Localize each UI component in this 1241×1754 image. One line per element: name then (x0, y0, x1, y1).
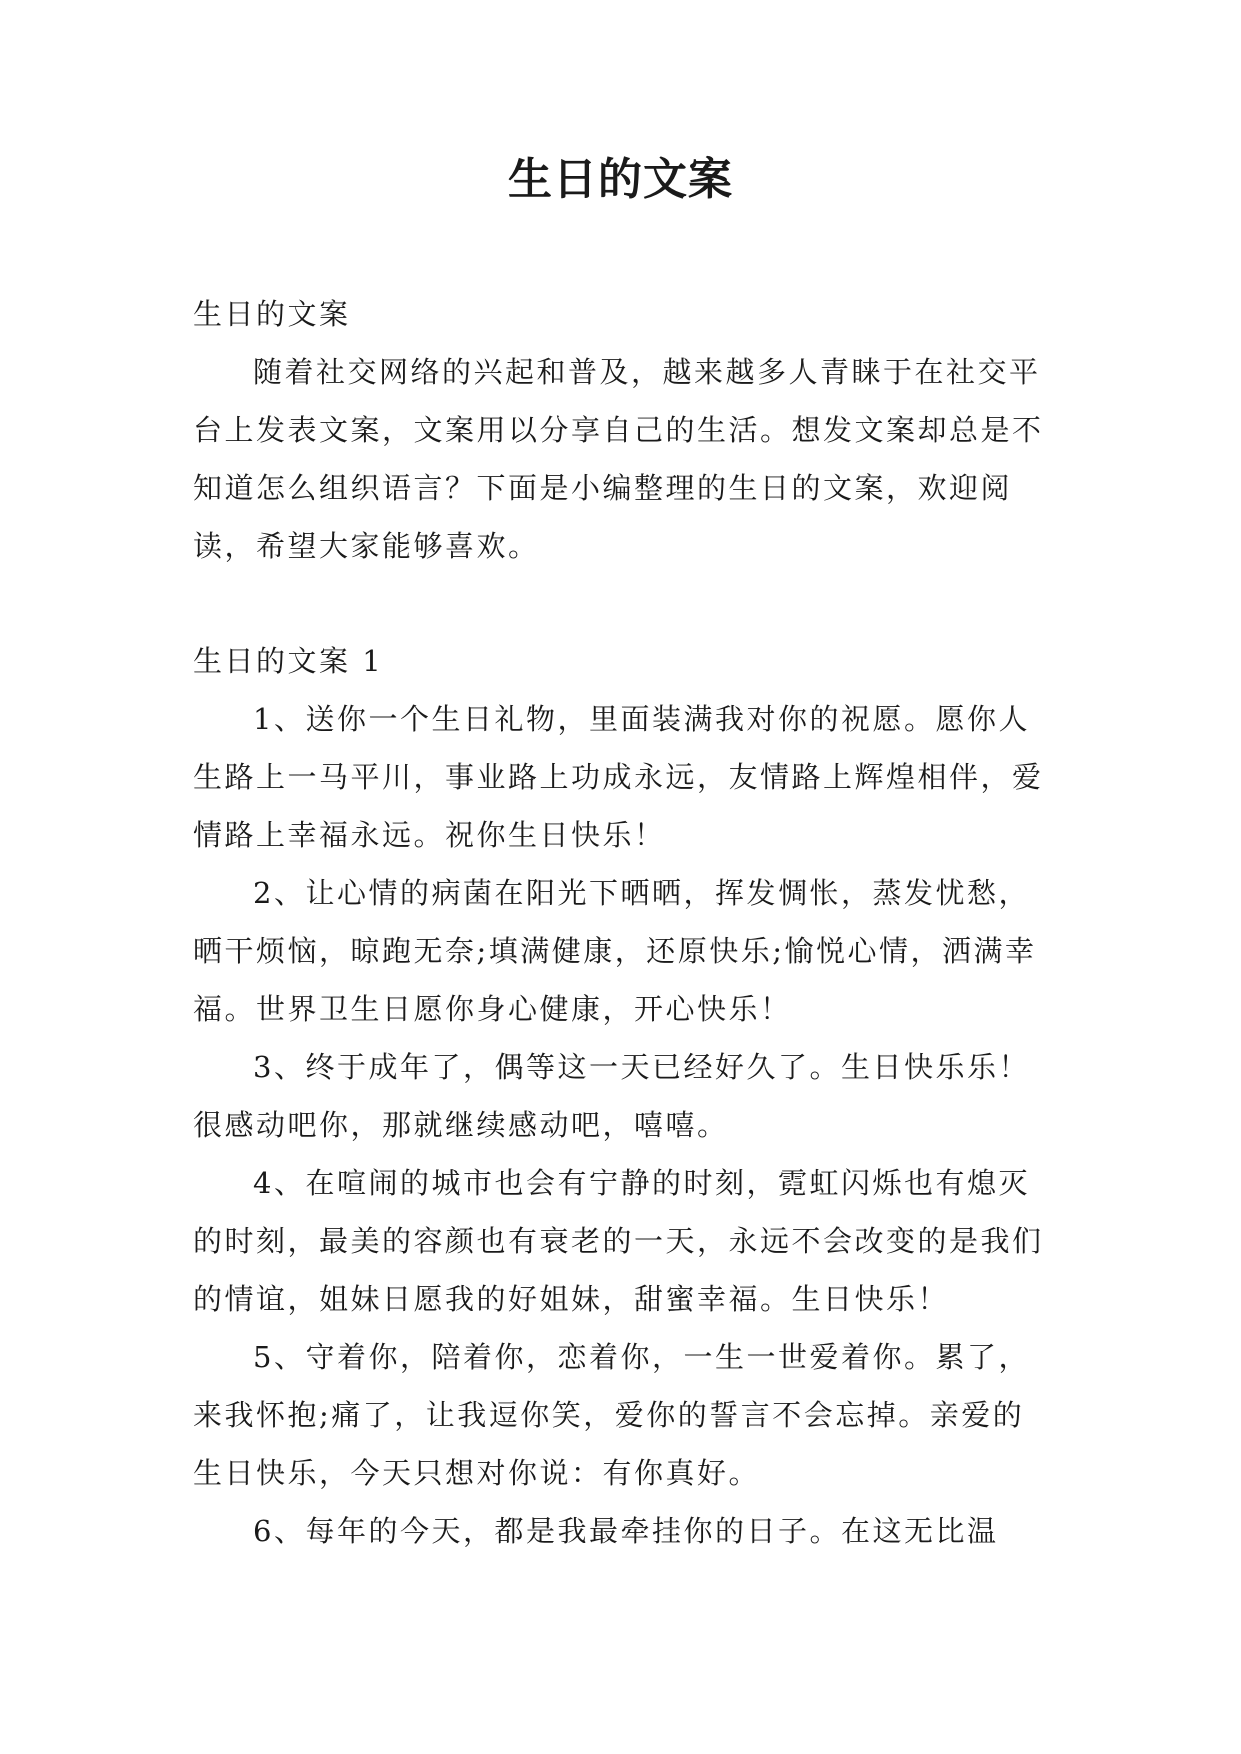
intro-paragraph: 随着社交网络的兴起和普及，越来越多人青睐于在社交平台上发表文案，文案用以分享自己的生活。想发文案却总是不知道怎么组织语言？下面是小编整理的生日的文案，欢迎阅读，希望大家能够喜欢。 (193, 355, 1044, 563)
section-1 (193, 632, 1048, 1560)
list-item: 2、让心情的病菌在阳光下晒晒，挥发惆怅，蒸发忧愁，晒干烦恼，晾跑无奈;填满健康，还原快乐;愉悦心情，洒满幸福。世界卫生日愿你身心健康，开心快乐！ (193, 876, 1037, 1026)
intro-heading: 生日的文案 (193, 297, 351, 331)
intro-block (193, 285, 1048, 575)
list-item: 3、终于成年了，偶等这一天已经好久了。生日快乐乐！很感动吧你，那就继续感动吧，嘻嘻。 (193, 1050, 1030, 1142)
section-1-heading: 生日的文案 1 (193, 644, 384, 678)
document-title: 生日的文案 (508, 154, 733, 205)
list-item: 1、送你一个生日礼物，里面装满我对你的祝愿。愿你人生路上一马平川，事业路上功成永远，友情路上辉煌相伴，爱情路上幸福永远。祝你生日快乐！ (193, 702, 1044, 852)
list-item: 4、在喧闹的城市也会有宁静的时刻，霓虹闪烁也有熄灭的时刻，最美的容颜也有衰老的一天，永远不会改变的是我们的情谊，姐妹日愿我的好姐妹，甜蜜幸福。生日快乐！ (193, 1166, 1044, 1316)
list-item: 6、每年的今天，都是我最牵挂你的日子。在这无比温 (253, 1514, 999, 1548)
list-item: 5、守着你，陪着你，恋着你，一生一世爱着你。累了，来我怀抱;痛了，让我逗你笑，爱你的誓言不会忘掉。亲爱的生日快乐，今天只想对你说：有你真好。 (193, 1340, 1030, 1490)
